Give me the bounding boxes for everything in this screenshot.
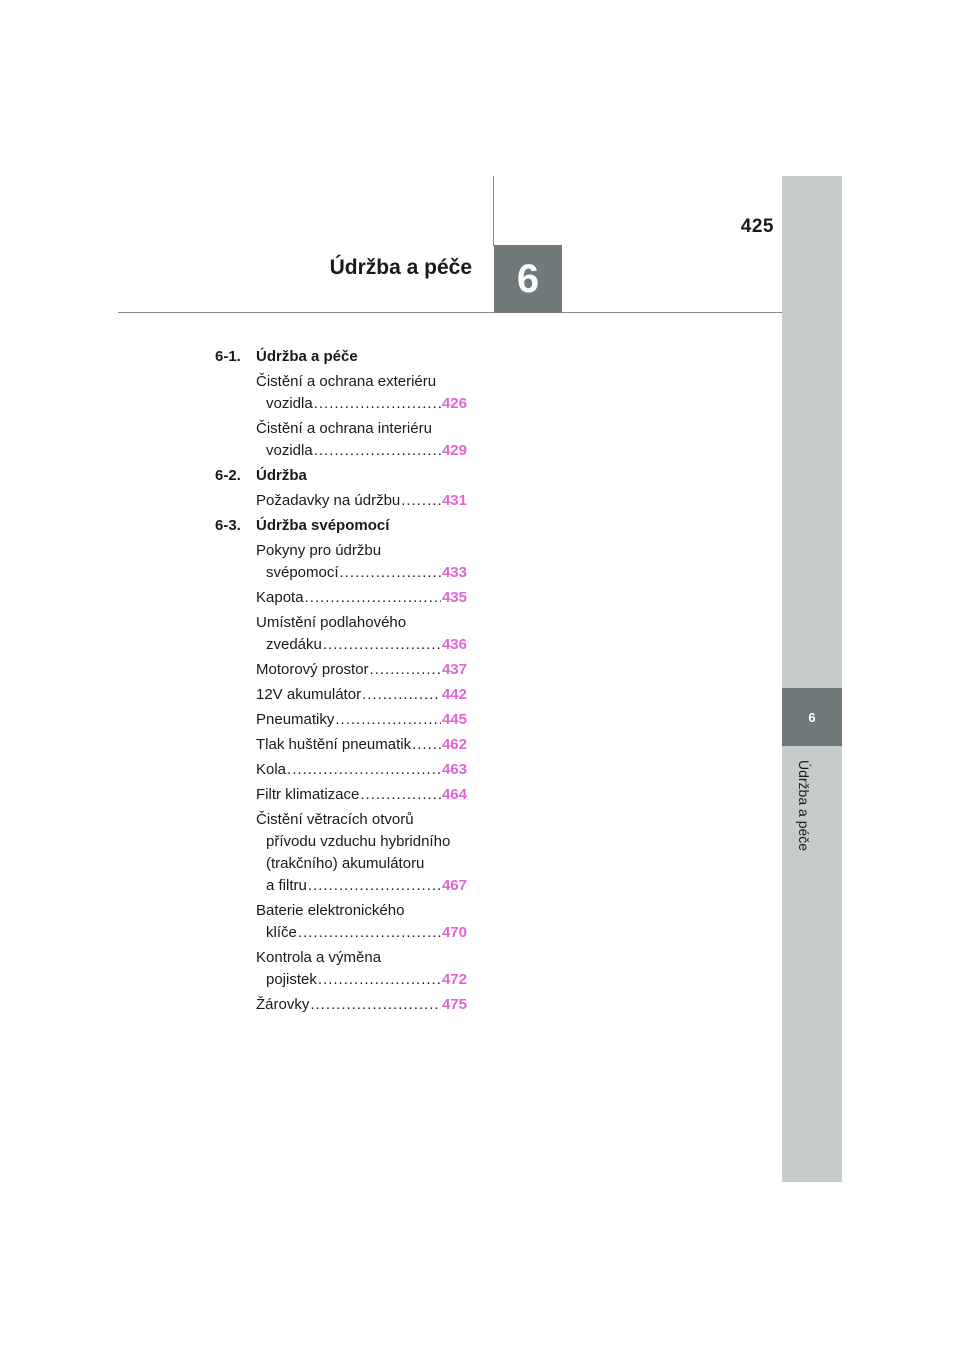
side-tab-label: Údržba a péče	[796, 760, 812, 852]
toc-entry[interactable]	[256, 994, 467, 1016]
toc-entry-last-line	[256, 922, 467, 944]
side-chapter-tab[interactable]	[782, 688, 842, 746]
chapter-title: Údržba a péče	[329, 256, 472, 279]
toc-entry-last-line	[256, 659, 467, 681]
toc-section-number: 6-2.	[215, 467, 241, 484]
toc-dot-leader	[314, 440, 441, 462]
toc-page-link[interactable]: 467	[441, 877, 467, 894]
toc-entry-title-line: Baterie elektronického	[256, 902, 405, 919]
toc-entry-last-line	[256, 875, 467, 897]
toc-entry[interactable]	[256, 947, 467, 991]
toc-entry-title-line: Pokyny pro údržbu	[256, 542, 382, 559]
toc-entry[interactable]	[256, 709, 467, 731]
toc-section-heading	[215, 465, 467, 487]
toc-page-link[interactable]: 436	[441, 636, 467, 653]
toc-dot-leader	[340, 562, 441, 584]
toc-entry-title-line: pojistek	[266, 971, 317, 988]
toc-entry-title-line: Čistění větracích otvorů	[256, 811, 414, 828]
toc-dot-leader	[360, 784, 441, 806]
toc-entry-title-line: Pneumatiky	[256, 711, 335, 728]
toc-entry[interactable]	[256, 418, 467, 462]
header-vertical-rule	[493, 176, 494, 246]
toc-entry[interactable]	[256, 612, 467, 656]
toc-entry-title-line: (trakčního) akumulátoru	[266, 855, 425, 872]
toc-page-link[interactable]: 462	[441, 736, 467, 753]
toc-entry-last-line	[256, 734, 467, 756]
toc-entry[interactable]	[256, 490, 467, 512]
toc-dot-leader	[401, 490, 441, 512]
toc-entry[interactable]	[256, 684, 467, 706]
toc-entry-title-line: Požadavky na údržbu	[256, 492, 401, 509]
toc-entry-title-line: a filtru	[266, 877, 307, 894]
toc-page-link[interactable]: 437	[441, 661, 467, 678]
toc-entry-title-line: Kapota	[256, 589, 304, 606]
toc-dot-leader	[298, 922, 441, 944]
toc-entry[interactable]	[256, 587, 467, 609]
toc-dot-leader	[362, 684, 441, 706]
toc-section-number: 6-1.	[215, 348, 241, 365]
toc-entry[interactable]	[256, 734, 467, 756]
toc-dot-leader	[412, 734, 441, 756]
toc-page-link[interactable]: 472	[441, 971, 467, 988]
chapter-number-box	[494, 245, 562, 313]
toc-page-link[interactable]: 463	[441, 761, 467, 778]
toc-section-number: 6-3.	[215, 517, 241, 534]
toc-entry[interactable]	[256, 784, 467, 806]
toc-entry-title-line: Čistění a ochrana exteriéru	[256, 373, 437, 390]
toc-entry-title-line: Filtr klimatizace	[256, 786, 360, 803]
toc-entry-title-line: Umístění podlahového	[256, 614, 407, 631]
toc-section-title: Údržba	[256, 467, 307, 484]
toc-entry-title-line: vozidla	[266, 442, 313, 459]
toc-dot-leader	[287, 759, 441, 781]
toc-page-link[interactable]: 475	[441, 996, 467, 1013]
toc-entry-last-line	[256, 490, 467, 512]
toc-section-heading	[215, 515, 467, 537]
toc-entry-title-line: svépomocí	[266, 564, 339, 581]
toc-entry[interactable]	[256, 900, 467, 944]
header-horizontal-rule	[118, 312, 782, 313]
toc-dot-leader	[305, 587, 441, 609]
toc-entry[interactable]	[256, 759, 467, 781]
toc-entry-last-line	[256, 684, 467, 706]
toc-entry-title-line: Žárovky	[256, 996, 310, 1013]
toc-entry-title-line: Čistění a ochrana interiéru	[256, 420, 432, 437]
toc-entry-last-line	[256, 587, 467, 609]
toc-dot-leader	[335, 709, 441, 731]
toc-entry[interactable]	[256, 540, 467, 584]
toc-entry-title-line: přívodu vzduchu hybridního	[266, 833, 451, 850]
toc-entry[interactable]	[256, 809, 467, 897]
toc-page-link[interactable]: 464	[441, 786, 467, 803]
toc-dot-leader	[314, 393, 441, 415]
toc-entry-last-line	[256, 784, 467, 806]
toc-entry-title-line: Kola	[256, 761, 287, 778]
toc-entry-last-line	[256, 994, 467, 1016]
toc-entry-last-line	[256, 634, 467, 656]
toc-entry-title-line: Kontrola a výměna	[256, 949, 382, 966]
toc-entry-last-line	[256, 709, 467, 731]
toc-entry-last-line	[256, 562, 467, 584]
toc-entry-title-line: 12V akumulátor	[256, 686, 362, 703]
toc-page-link[interactable]: 429	[441, 442, 467, 459]
side-thumb-band	[782, 176, 842, 1182]
toc-dot-leader	[323, 634, 441, 656]
toc-page-link[interactable]: 470	[441, 924, 467, 941]
toc-page-link[interactable]: 426	[441, 395, 467, 412]
toc-entry-last-line	[256, 969, 467, 991]
toc-entry-last-line	[256, 440, 467, 462]
side-tab-number: 6	[808, 709, 816, 725]
toc-entry-title-line: Tlak huštění pneumatik	[256, 736, 412, 753]
toc-section-title: Údržba a péče	[256, 348, 358, 365]
toc-section-title: Údržba svépomocí	[256, 517, 390, 534]
toc-entry-last-line	[256, 759, 467, 781]
toc-dot-leader	[318, 969, 441, 991]
toc-entry-title-line: Motorový prostor	[256, 661, 369, 678]
toc-entry-title-line: zvedáku	[266, 636, 322, 653]
toc-page-link[interactable]: 435	[441, 589, 467, 606]
toc-entry-title-line: vozidla	[266, 395, 313, 412]
toc-entry[interactable]	[256, 371, 467, 415]
toc-entry-title-line: klíče	[266, 924, 297, 941]
toc-page-link[interactable]: 442	[441, 686, 467, 703]
toc-page-link[interactable]: 433	[441, 564, 467, 581]
chapter-number: 6	[516, 256, 540, 301]
toc-page-link[interactable]: 431	[441, 492, 467, 509]
toc-entry-last-line	[256, 393, 467, 415]
toc-dot-leader	[370, 659, 441, 681]
toc-dot-leader	[310, 994, 441, 1016]
table-of-contents	[215, 346, 467, 1019]
page-number: 425	[740, 216, 774, 237]
toc-section-heading	[215, 346, 467, 368]
toc-entry[interactable]	[256, 659, 467, 681]
toc-dot-leader	[308, 875, 441, 897]
toc-page-link[interactable]: 445	[441, 711, 467, 728]
